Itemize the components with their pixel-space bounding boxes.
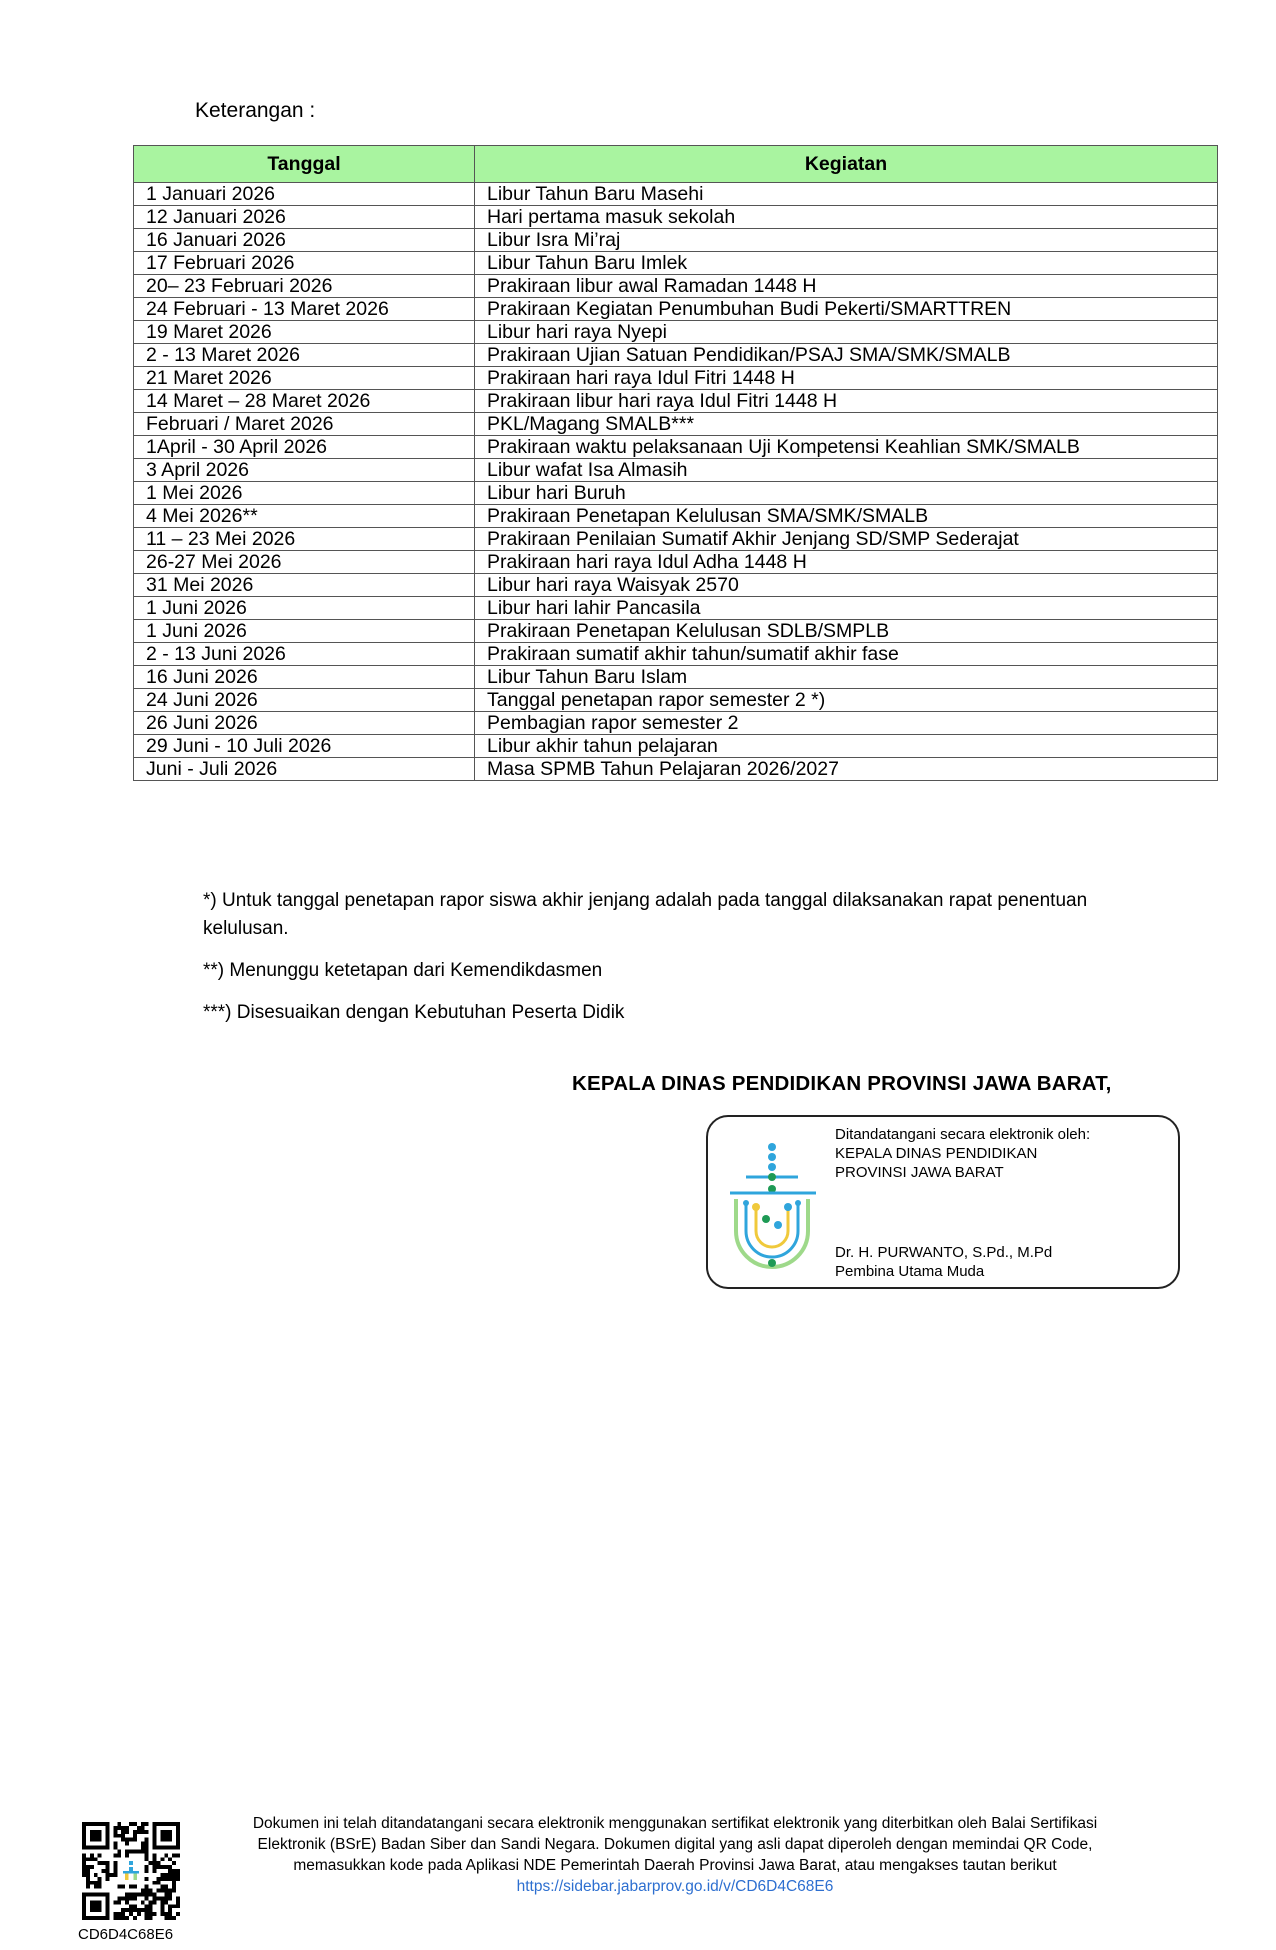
table-row [134, 183, 1218, 206]
activity-cell: Libur hari raya Waisyak 2570 [475, 574, 1218, 597]
table-row [134, 597, 1218, 620]
date-cell: 19 Maret 2026 [134, 321, 475, 344]
signer-details [835, 1243, 1052, 1281]
footer-disclaimer [220, 1813, 1130, 1897]
activity-cell: Prakiraan Penilaian Sumatif Akhir Jenjang SD/SMP Sederajat [475, 528, 1218, 551]
activity-cell: Libur Tahun Baru Masehi [475, 183, 1218, 206]
signature-line-3: PROVINSI JAWA BARAT [835, 1164, 1004, 1181]
footnote-1: *) Untuk tanggal penetapan rapor siswa akhir jenjang adalah pada tanggal dilaksanakan rapat penentuan kelulusan. [203, 890, 1088, 939]
electronic-signature-box [706, 1115, 1180, 1289]
activity-cell: PKL/Magang SMALB*** [475, 413, 1218, 436]
table-row [134, 206, 1218, 229]
activity-cell: Prakiraan hari raya Idul Fitri 1448 H [475, 367, 1218, 390]
signer-name: Dr. H. PURWANTO, S.Pd., M.Pd [835, 1244, 1053, 1261]
table-row [134, 482, 1218, 505]
table-row [134, 298, 1218, 321]
signer-rank: Pembina Utama Muda [835, 1263, 985, 1280]
activity-cell: Prakiraan libur hari raya Idul Fitri 1448 H [475, 390, 1218, 413]
table-body [134, 183, 1218, 781]
table-row [134, 436, 1218, 459]
activity-cell: Libur Isra Mi’raj [475, 229, 1218, 252]
footer-line-3: memasukkan kode pada Aplikasi NDE Pemerintah Daerah Provinsi Jawa Barat, atau mengakses tautan berikut [293, 1857, 1057, 1874]
page-heading: Keterangan : [195, 99, 316, 122]
table-row [134, 275, 1218, 298]
activity-cell: Prakiraan hari raya Idul Adha 1448 H [475, 551, 1218, 574]
activity-cell: Hari pertama masuk sekolah [475, 206, 1218, 229]
document-code: CD6D4C68E6 [78, 1926, 174, 1943]
table-row [134, 367, 1218, 390]
table-row [134, 666, 1218, 689]
signatory-title: KEPALA DINAS PENDIDIKAN PROVINSI JAWA BARAT, [572, 1072, 1112, 1095]
activity-cell: Libur Tahun Baru Islam [475, 666, 1218, 689]
date-cell: Februari / Maret 2026 [134, 413, 475, 436]
footer-line-2: Elektronik (BSrE) Badan Siber dan Sandi Negara. Dokumen digital yang asli dapat diperoleh dengan memindai QR Code, [257, 1836, 1093, 1853]
date-cell: 4 Mei 2026** [134, 505, 475, 528]
footnote-3: ***) Disesuaikan dengan Kebutuhan Peserta Didik [203, 1002, 625, 1023]
activity-cell: Libur hari Buruh [475, 482, 1218, 505]
table-row [134, 735, 1218, 758]
signature-line-1: Ditandatangani secara elektronik oleh: [835, 1126, 1091, 1143]
date-cell: 16 Januari 2026 [134, 229, 475, 252]
activity-cell: Pembagian rapor semester 2 [475, 712, 1218, 735]
table-row [134, 505, 1218, 528]
table-row [134, 459, 1218, 482]
bsre-logo-icon [726, 1141, 820, 1271]
table-row [134, 229, 1218, 252]
date-cell: 26 Juni 2026 [134, 712, 475, 735]
date-cell: 12 Januari 2026 [134, 206, 475, 229]
table-row [134, 689, 1218, 712]
column-header-activity: Kegiatan [475, 146, 1218, 183]
activity-cell: Prakiraan Penetapan Kelulusan SDLB/SMPLB [475, 620, 1218, 643]
verification-link[interactable]: https://sidebar.jabarprov.go.id/v/CD6D4C68E6 [516, 1878, 834, 1895]
table-row [134, 413, 1218, 436]
table-row [134, 321, 1218, 344]
activity-cell: Libur hari raya Nyepi [475, 321, 1218, 344]
activity-cell: Tanggal penetapan rapor semester 2 *) [475, 689, 1218, 712]
activity-cell: Libur akhir tahun pelajaran [475, 735, 1218, 758]
date-cell: 1April - 30 April 2026 [134, 436, 475, 459]
date-cell: 31 Mei 2026 [134, 574, 475, 597]
table-row [134, 551, 1218, 574]
date-cell: 11 – 23 Mei 2026 [134, 528, 475, 551]
date-cell: 24 Juni 2026 [134, 689, 475, 712]
table-row [134, 344, 1218, 367]
signature-statement [835, 1125, 1090, 1182]
activity-cell: Masa SPMB Tahun Pelajaran 2026/2027 [475, 758, 1218, 781]
table-row [134, 712, 1218, 735]
table-row [134, 643, 1218, 666]
footer-line-1: Dokumen ini telah ditandatangani secara elektronik menggunakan sertifikat elektronik yang diterbitkan oleh Balai Sertifikasi [252, 1815, 1098, 1832]
table-row [134, 528, 1218, 551]
date-cell: 20– 23 Februari 2026 [134, 275, 475, 298]
footnotes [203, 887, 1103, 1041]
activity-cell: Prakiraan Ujian Satuan Pendidikan/PSAJ SMA/SMK/SMALB [475, 344, 1218, 367]
date-cell: 1 Mei 2026 [134, 482, 475, 505]
column-header-date: Tanggal [134, 146, 475, 183]
table-row [134, 758, 1218, 781]
activity-cell: Libur Tahun Baru Imlek [475, 252, 1218, 275]
signature-line-2: KEPALA DINAS PENDIDIKAN [835, 1145, 1038, 1162]
activity-cell: Prakiraan libur awal Ramadan 1448 H [475, 275, 1218, 298]
table-row [134, 390, 1218, 413]
activity-cell: Libur wafat Isa Almasih [475, 459, 1218, 482]
date-cell: 17 Februari 2026 [134, 252, 475, 275]
schedule-table [133, 145, 1218, 781]
date-cell: 21 Maret 2026 [134, 367, 475, 390]
table-row [134, 252, 1218, 275]
activity-cell: Prakiraan sumatif akhir tahun/sumatif akhir fase [475, 643, 1218, 666]
date-cell: 16 Juni 2026 [134, 666, 475, 689]
date-cell: 2 - 13 Maret 2026 [134, 344, 475, 367]
activity-cell: Prakiraan Kegiatan Penumbuhan Budi Pekerti/SMARTTREN [475, 298, 1218, 321]
activity-cell: Prakiraan waktu pelaksanaan Uji Kompetensi Keahlian SMK/SMALB [475, 436, 1218, 459]
date-cell: 1 Juni 2026 [134, 597, 475, 620]
date-cell: 3 April 2026 [134, 459, 475, 482]
date-cell: 26-27 Mei 2026 [134, 551, 475, 574]
date-cell: Juni - Juli 2026 [134, 758, 475, 781]
table-row [134, 620, 1218, 643]
date-cell: 2 - 13 Juni 2026 [134, 643, 475, 666]
table-header-row [134, 146, 1218, 183]
footnote-2: **) Menunggu ketetapan dari Kemendikdasmen [203, 960, 603, 981]
qr-code-icon [82, 1822, 180, 1920]
date-cell: 1 Januari 2026 [134, 183, 475, 206]
activity-cell: Libur hari lahir Pancasila [475, 597, 1218, 620]
table-row [134, 574, 1218, 597]
activity-cell: Prakiraan Penetapan Kelulusan SMA/SMK/SMALB [475, 505, 1218, 528]
date-cell: 14 Maret – 28 Maret 2026 [134, 390, 475, 413]
date-cell: 24 Februari - 13 Maret 2026 [134, 298, 475, 321]
date-cell: 29 Juni - 10 Juli 2026 [134, 735, 475, 758]
date-cell: 1 Juni 2026 [134, 620, 475, 643]
